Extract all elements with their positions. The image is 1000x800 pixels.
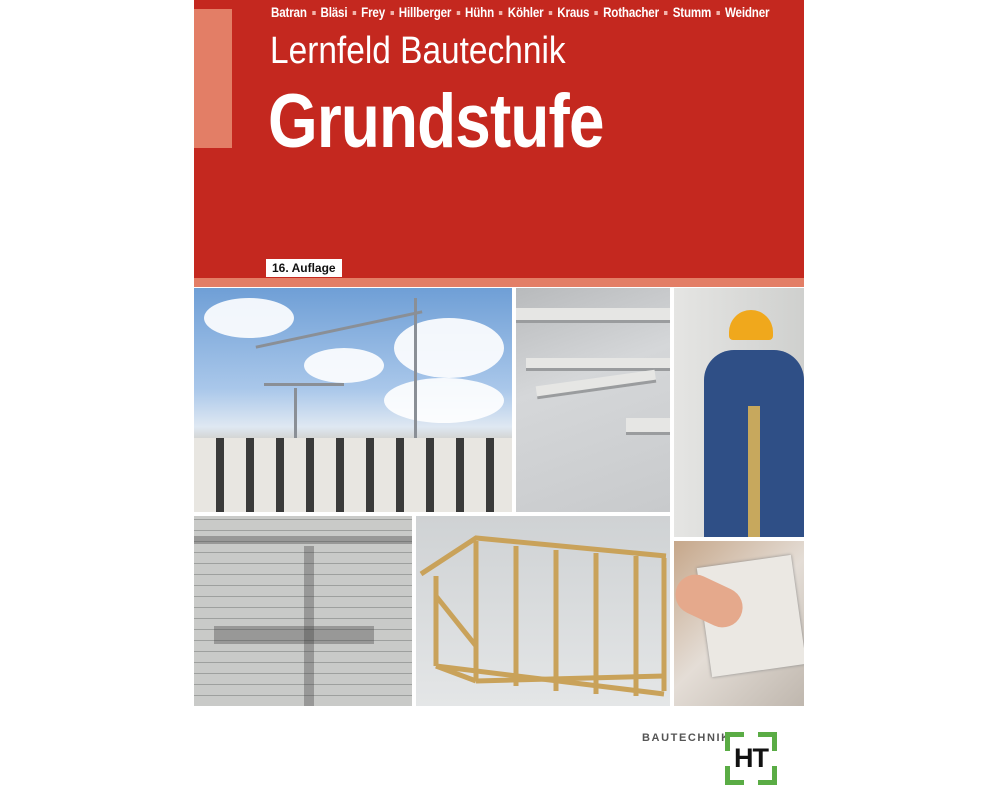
author-name: Weidner [724, 5, 770, 20]
photo-drywall [674, 541, 804, 706]
separator-square [594, 11, 597, 15]
logo-text: HT [734, 743, 768, 773]
author-name: Hillberger [398, 5, 452, 20]
book-title: Grundstufe [268, 79, 604, 164]
photo-construction-site-crane [194, 288, 512, 512]
author-name: Batran [271, 5, 307, 20]
publisher-label: BAUTECHNIK [642, 732, 731, 744]
separator-square [312, 11, 315, 15]
book-cover [194, 0, 804, 706]
author-name: Köhler [507, 5, 544, 20]
divider-stripe [194, 278, 804, 287]
separator-square [390, 11, 393, 15]
author-list [271, 5, 769, 20]
photo-timber-frame [416, 516, 670, 706]
separator-square [499, 11, 502, 15]
publisher-logo [725, 732, 777, 785]
edition-badge: 16. Auflage [266, 259, 342, 277]
separator-square [456, 11, 459, 15]
author-name: Kraus [557, 5, 590, 20]
separator-square [353, 11, 356, 15]
author-name: Stumm [672, 5, 712, 20]
author-name: Bläsi [320, 5, 348, 20]
photo-worker [674, 288, 804, 537]
series-title: Lernfeld Bautechnik [270, 30, 566, 72]
separator-square [664, 11, 667, 15]
separator-square [549, 11, 552, 15]
photo-foundation [516, 288, 670, 512]
author-name: Rothacher [603, 5, 659, 20]
photo-masonry-walls [194, 516, 412, 706]
author-name: Frey [361, 5, 386, 20]
accent-bar [194, 9, 232, 148]
title-panel [194, 0, 804, 278]
separator-square [716, 11, 719, 15]
author-name: Hühn [465, 5, 494, 20]
